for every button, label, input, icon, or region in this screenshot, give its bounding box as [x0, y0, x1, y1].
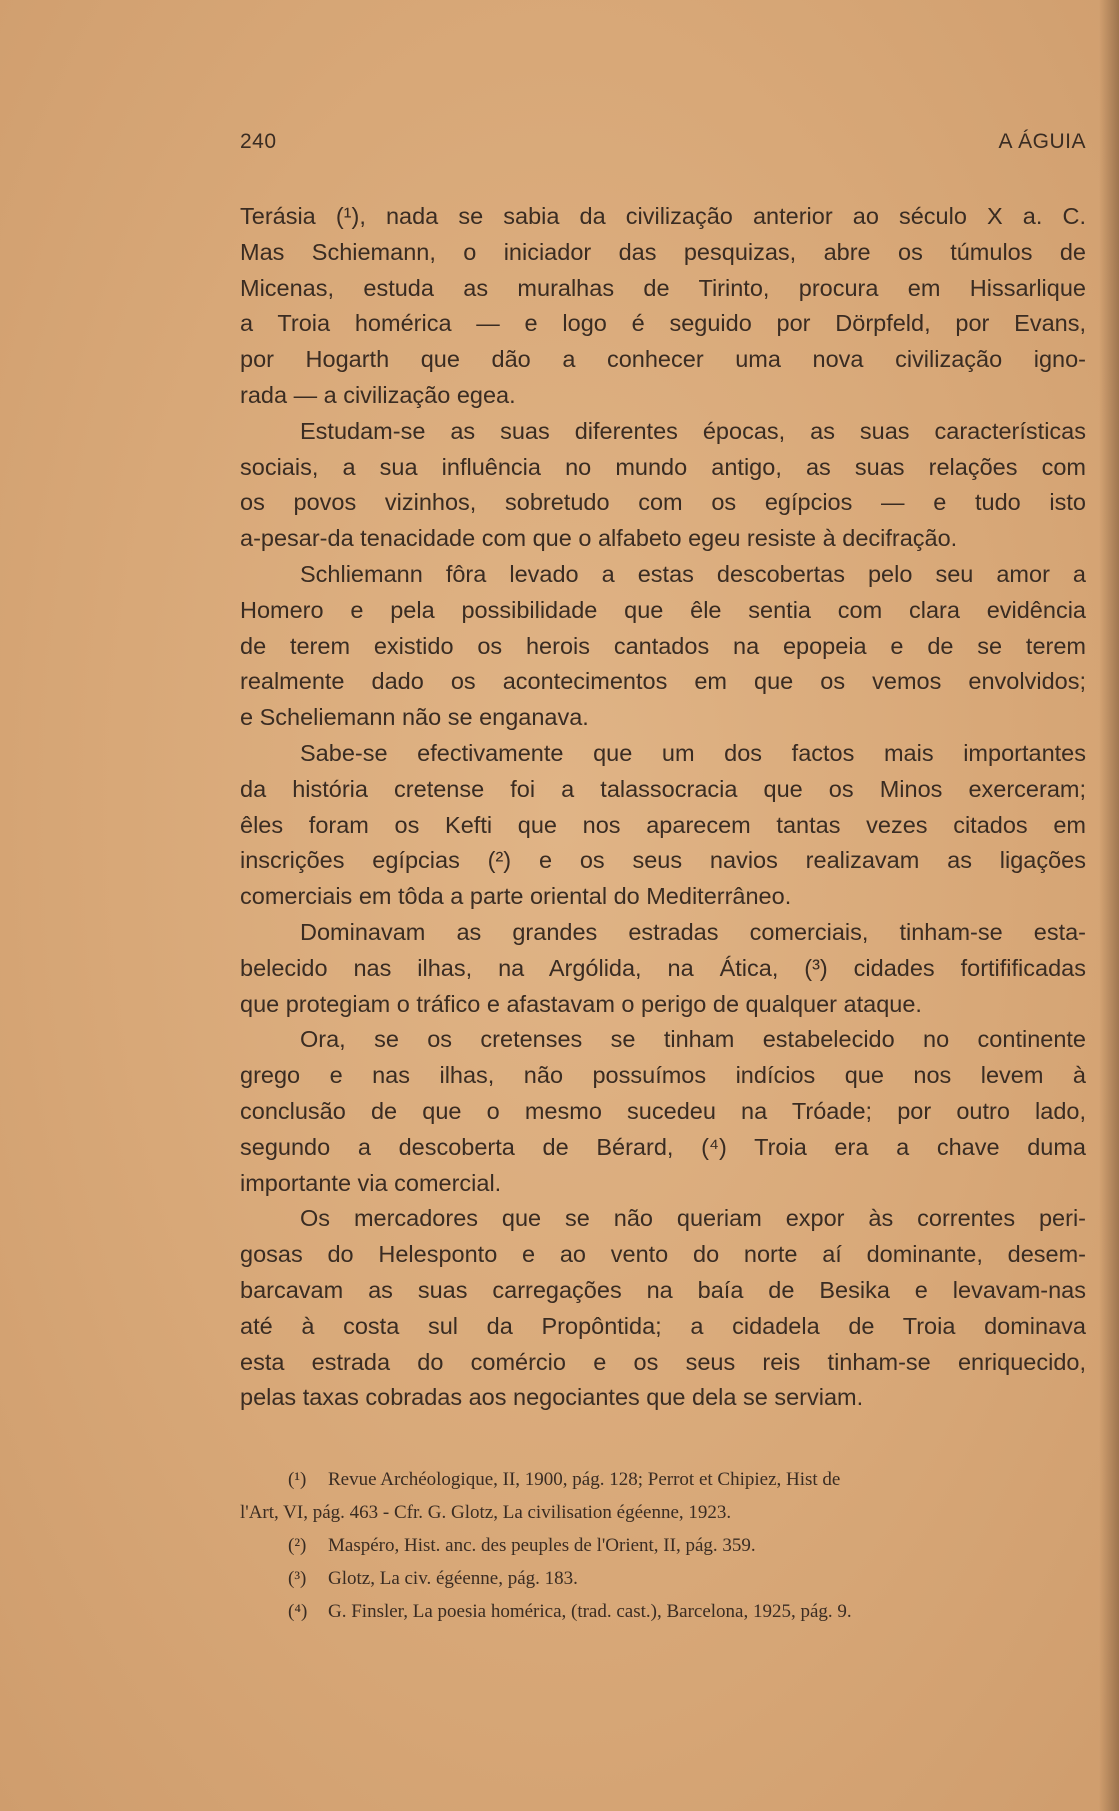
footnote-text: G. Finsler, La poesia homérica, (trad. cast.), Barcelona, 1925, pág. 9. [328, 1601, 852, 1622]
footnote-line [288, 1463, 1086, 1496]
text-line: importante via comercial. [240, 1169, 502, 1196]
footnote-text: Revue Archéologique, II, 1900, pág. 128; Perrot et Chipiez, Hist de [328, 1469, 841, 1490]
text-line: por Hogarth que dão a conhecer uma nova civilização igno- [240, 346, 1086, 373]
footnote-text: Glotz, La civ. égéenne, pág. 183. [328, 1568, 578, 1589]
page-number: 240 [240, 130, 277, 153]
text-line: Estudam-se as suas diferentes épocas, as suas características [300, 417, 1086, 444]
text-line: de terem existido os herois cantados na epopeia e de se terem [240, 632, 1086, 659]
footnote-line [288, 1529, 1086, 1562]
footnote-number: (³) [288, 1568, 307, 1589]
paragraph [240, 557, 1086, 736]
footnote [288, 1529, 1086, 1562]
text-line: Homero e pela possibilidade que êle sentia com clara evidência [240, 596, 1086, 623]
footnote-text: l'Art, VI, pág. 463 - Cfr. G. Glotz, La civilisation égéenne, 1923. [240, 1502, 732, 1523]
text-line: até à costa sul da Propôntida; a cidadela de Troia dominava [240, 1312, 1086, 1339]
footnote [288, 1562, 1086, 1595]
page-edge-shadow [1099, 0, 1119, 1811]
text-line: Terásia (¹), nada se sabia da civilização anterior ao século X a. C. [240, 203, 1086, 229]
body-text [240, 199, 1086, 1416]
paragraph [240, 915, 1086, 1022]
text-line: os povos vizinhos, sobretudo com os egípcios — e tudo isto [240, 489, 1086, 516]
text-line: e Scheliemann não se enganava. [240, 704, 589, 731]
footnote-line [240, 1496, 1086, 1529]
text-line: comerciais em tôda a parte oriental do Mediterrâneo. [240, 883, 792, 910]
text-line: grego e nas ilhas, não possuímos indícios que nos levem à [240, 1062, 1086, 1089]
paragraph [240, 1022, 1086, 1201]
paragraph [240, 414, 1086, 557]
text-line: Ora, se os cretenses se tinham estabelecido no continente [300, 1026, 1086, 1053]
text-line: Dominavam as grandes estradas comerciais, tinham-se esta- [300, 918, 1086, 945]
text-line: segundo a descoberta de Bérard, (⁴) Troia era a chave duma [240, 1133, 1086, 1160]
text-line: Mas Schiemann, o iniciador das pesquizas, abre os túmulos de [240, 238, 1086, 265]
text-line: barcavam as suas carregações na baía de Besika e levavam-nas [240, 1276, 1086, 1303]
footnote-line [288, 1562, 1086, 1595]
text-line: que protegiam o tráfico e afastavam o perigo de qualquer ataque. [240, 990, 922, 1017]
footnote-number: (²) [288, 1535, 307, 1556]
text-line: Schliemann fôra levado a estas descobertas pelo seu amor a [300, 560, 1086, 587]
text-line: gosas do Helesponto e ao vento do norte aí dominante, desem- [240, 1241, 1086, 1268]
page-header [240, 130, 1086, 160]
text-line: rada — a civilização egea. [240, 381, 516, 408]
text-line: esta estrada do comércio e os seus reis tinham-se enriquecido, [240, 1348, 1086, 1375]
text-line: a-pesar-da tenacidade com que o alfabeto egeu resiste à decifração. [240, 525, 958, 552]
text-line: Micenas, estuda as muralhas de Tirinto, procura em Hissarlique [240, 274, 1086, 301]
footnote-text: Maspéro, Hist. anc. des peuples de l'Orient, II, pág. 359. [328, 1535, 756, 1556]
book-page [240, 0, 1086, 1811]
footnote-number: (⁴) [288, 1601, 308, 1622]
text-line: inscrições egípcias (²) e os seus navios realizavam as ligações [240, 847, 1086, 874]
text-line: pelas taxas cobradas aos negociantes que dela se serviam. [240, 1384, 864, 1411]
text-line: conclusão de que o mesmo sucedeu na Tróade; por outro lado, [240, 1097, 1086, 1124]
text-line: Sabe-se efectivamente que um dos factos mais importantes [300, 739, 1086, 766]
footnotes [240, 1463, 1086, 1628]
footnote-line [288, 1595, 1086, 1628]
footnote-number: (¹) [288, 1469, 307, 1490]
text-line: Os mercadores que se não queriam expor às correntes peri- [300, 1205, 1086, 1232]
text-line: sociais, a sua influência no mundo antigo, as suas relações com [240, 453, 1086, 480]
footnote [288, 1595, 1086, 1628]
text-line: realmente dado os acontecimentos em que os vemos envolvidos; [240, 668, 1086, 695]
text-line: belecido nas ilhas, na Argólida, na Ática, (³) cidades fortifificadas [240, 954, 1086, 981]
paragraph [240, 736, 1086, 915]
text-line: a Troia homérica — e logo é seguido por Dörpfeld, por Evans, [240, 310, 1086, 337]
running-head: A ÁGUIA [998, 130, 1086, 153]
paragraph [240, 199, 1086, 414]
text-line: da história cretense foi a talassocracia que os Minos exerceram; [240, 775, 1086, 802]
paragraph [240, 1201, 1086, 1416]
text-line: êles foram os Kefti que nos aparecem tantas vezes citados em [240, 811, 1086, 838]
footnote [240, 1463, 1086, 1529]
